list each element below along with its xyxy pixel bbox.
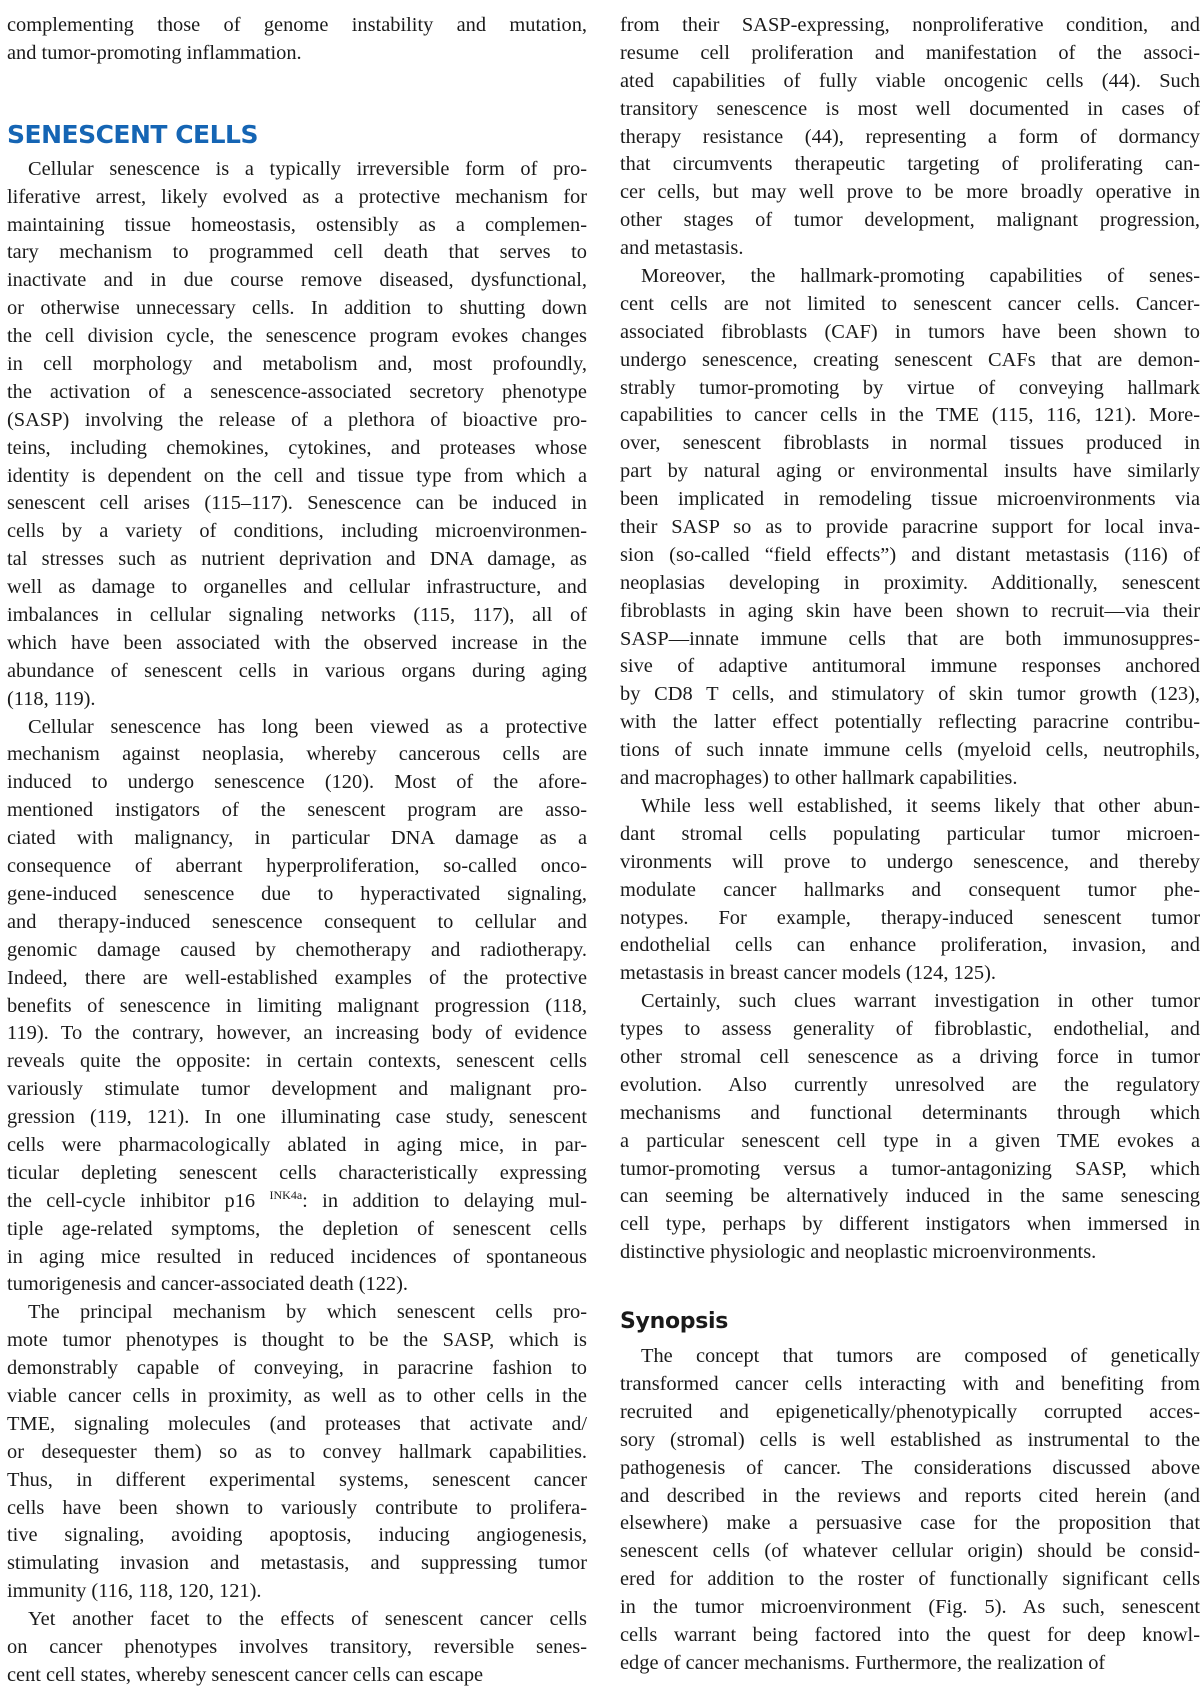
subsection-heading-synopsis: Synopsis [620, 1309, 729, 1335]
text-line: resume cell proliferation and manifestation of the associ- [620, 41, 1200, 64]
text-line: the activation of a senescence-associated secretory phenotype [7, 380, 587, 403]
paragraph [7, 12, 587, 68]
text-line: tions of such innate immune cells (myeloid cells, neutrophils, [620, 739, 1200, 762]
text-line: Certainly, such clues warrant investigation in other tumor [641, 990, 1200, 1013]
text-line: The principal mechanism by which senescent cells pro- [28, 1301, 587, 1324]
text-line: abundance of senescent cells in various organs during aging [7, 659, 587, 682]
text-fragment: the cell-cycle inhibitor p16 [7, 1189, 270, 1212]
text-line: associated fibroblasts (CAF) in tumors have been shown to [620, 320, 1200, 343]
text-line: inactivate and in due course remove diseased, dysfunctional, [7, 269, 587, 292]
text-line: types to assess generality of fibroblastic, endothelial, and [620, 1018, 1200, 1041]
text-line: fibroblasts in aging skin have been shown to recruit—via their [620, 599, 1200, 622]
text-line: vironments will prove to undergo senescence, and thereby [620, 850, 1200, 873]
paragraph [7, 156, 587, 714]
text-line: the cell division cycle, the senescence program evokes changes [7, 325, 587, 348]
text-line: that circumvents therapeutic targeting of proliferating can- [620, 153, 1200, 176]
text-line: ciated with malignancy, in particular DNA damage as a [7, 827, 587, 850]
text-line: cells have been shown to variously contribute to prolifera- [7, 1496, 587, 1519]
text-line: The concept that tumors are composed of genetically [641, 1345, 1200, 1368]
left-body-text [7, 156, 587, 1690]
text-line: Yet another facet to the effects of senescent cancer cells [28, 1608, 587, 1631]
text-line: While less well established, it seems likely that other abun- [641, 794, 1200, 817]
text-line: liferative arrest, likely evolved as a protective mechanism for [7, 185, 587, 208]
text-line: SASP—innate immune cells that are both immunosuppres- [620, 627, 1200, 650]
text-line: mote tumor phenotypes is thought to be the SASP, which is [7, 1329, 587, 1352]
text-line: reveals quite the opposite: in certain contexts, senescent cells [7, 1050, 587, 1073]
text-line: genomic damage caused by chemotherapy and radiotherapy. [7, 938, 587, 961]
superscript-gene-name: INK4a [269, 1187, 303, 1202]
text-line: in cell morphology and metabolism and, most profoundly, [7, 353, 587, 376]
text-line: (118, 119). [7, 687, 96, 710]
text-line: teins, including chemokines, cytokines, and proteases whose [7, 436, 587, 459]
text-line: Cellular senescence has long been viewed as a protective [28, 715, 587, 738]
text-line: sory (stromal) cells is well established as instrumental to the [620, 1428, 1200, 1451]
text-line: mechanisms and functional determinants through which [620, 1101, 1200, 1124]
text-line: ated capabilities of fully viable oncogenic cells (44). Such [620, 69, 1200, 92]
text-line: over, senescent fibroblasts in normal tissues produced in [620, 432, 1200, 455]
paragraph [620, 1343, 1200, 1678]
text-line: gene-induced senescence due to hyperactivated signaling, [7, 882, 587, 905]
text-line: and described in the reviews and reports cited herein (and [620, 1484, 1200, 1507]
text-line: on cancer phenotypes involves transitory, reversible senes- [7, 1635, 587, 1658]
text-line: imbalances in cellular signaling networks (115, 117), all of [7, 604, 587, 627]
paragraph [620, 263, 1200, 793]
paragraph [620, 12, 1200, 263]
text-line: Thus, in different experimental systems, senescent cancer [7, 1468, 587, 1491]
text-line: 119). To the contrary, however, an increasing body of evidence [7, 1022, 587, 1045]
text-line: transformed cancer cells interacting with and benefiting from [620, 1372, 1200, 1395]
intro-paragraph [7, 12, 587, 68]
text-line: can seeming be alternatively induced in the same senescing [620, 1185, 1200, 1208]
text-line: by CD8 T cells, and stimulatory of skin tumor growth (123), [620, 683, 1200, 706]
text-line: which have been associated with the observed increase in the [7, 631, 587, 654]
text-line: edge of cancer mechanisms. Furthermore, the realization of [620, 1651, 1106, 1674]
text-line: demonstrably capable of conveying, in paracrine fashion to [7, 1357, 587, 1380]
paragraph [620, 988, 1200, 1267]
text-line: identity is dependent on the cell and tissue type from which a [7, 464, 587, 487]
synopsis-paragraph [620, 1343, 1200, 1678]
text-line: (SASP) involving the release of a plethora of bioactive pro- [7, 408, 587, 431]
paragraph [620, 793, 1200, 988]
text-line: variously stimulate tumor development and malignant pro- [7, 1078, 587, 1101]
text-line: senescent cell arises (115–117). Senescence can be induced in [7, 492, 587, 515]
text-line: cells were pharmacologically ablated in aging mice, in par- [7, 1133, 587, 1156]
text-line: gression (119, 121). In one illuminating case study, senescent [7, 1106, 587, 1129]
text-line: and macrophages) to other hallmark capabilities. [620, 767, 1018, 790]
text-line: evolution. Also currently unresolved are the regulatory [620, 1073, 1200, 1096]
text-line: maintaining tissue homeostasis, ostensibly as a complemen- [7, 213, 587, 236]
text-line: cells by a variety of conditions, including microenvironmen- [7, 520, 587, 543]
text-line: from their SASP-expressing, nonproliferative condition, and [620, 14, 1200, 36]
text-line: or otherwise unnecessary cells. In addition to shutting down [7, 297, 587, 320]
left-column [7, 0, 587, 1690]
text-line: been implicated in remodeling tissue microenvironments via [620, 488, 1200, 511]
text-line: cent cell states, whereby senescent cancer cells can escape [7, 1663, 484, 1686]
text-line: metastasis in breast cancer models (124, 125). [620, 962, 996, 985]
text-line: notypes. For example, therapy-induced senescent tumor [620, 906, 1200, 929]
text-line: tive signaling, avoiding apoptosis, inducing angiogenesis, [7, 1524, 587, 1547]
text-line: modulate cancer hallmarks and consequent tumor phe- [620, 878, 1200, 901]
text-line: tumorigenesis and cancer-associated death (122). [7, 1273, 409, 1296]
text-line: viable cancer cells in proximity, as well as to other cells in the [7, 1384, 587, 1407]
right-column [620, 0, 1200, 1678]
text-line: well as damage to organelles and cellular infrastructure, and [7, 576, 587, 599]
text-line: neoplasias developing in proximity. Additionally, senescent [620, 571, 1200, 594]
text-line: elsewhere) make a persuasive case for the proposition that [620, 1512, 1200, 1535]
text-line: sion (so-called “field effects”) and distant metastasis (116) of [620, 543, 1200, 566]
text-line: consequence of aberrant hyperproliferation, so-called onco- [7, 855, 587, 878]
text-line: undergo senescence, creating senescent CAFs that are demon- [620, 348, 1200, 371]
text-line: Moreover, the hallmark-promoting capabilities of senes- [641, 265, 1200, 288]
text-line: and metastasis. [620, 237, 744, 260]
text-line: recruited and epigenetically/phenotypically corrupted acces- [620, 1400, 1200, 1423]
text-fragment: : in addition to delaying mul- [302, 1189, 587, 1212]
text-line: therapy resistance (44), representing a form of dormancy [620, 125, 1200, 148]
text-line: and tumor-promoting inflammation. [7, 41, 302, 64]
text-line: immunity (116, 118, 120, 121). [7, 1580, 262, 1603]
text-line: strably tumor-promoting by virtue of conveying hallmark [620, 376, 1200, 399]
text-line: stimulating invasion and metastasis, and suppressing tumor [7, 1552, 587, 1575]
text-line: transitory senescence is most well documented in cases of [620, 97, 1200, 120]
text-line-with-superscript [7, 1188, 587, 1216]
text-line: in the tumor microenvironment (Fig. 5). As such, senescent [620, 1596, 1200, 1619]
text-line: other stages of tumor development, malignant progression, [620, 209, 1200, 232]
text-line: or desequester them) so as to convey hallmark capabilities. [7, 1440, 587, 1463]
text-line: mechanism against neoplasia, whereby cancerous cells are [7, 743, 587, 766]
text-line: cells warrant being factored into the quest for deep knowl- [620, 1623, 1200, 1646]
text-line: ticular depleting senescent cells characteristically expressing [7, 1161, 587, 1184]
text-line: endothelial cells can enhance proliferation, invasion, and [620, 934, 1200, 957]
text-line: part by natural aging or environmental insults have similarly [620, 460, 1200, 483]
text-line: benefits of senescence in limiting malignant progression (118, [7, 994, 587, 1017]
paragraph [7, 714, 587, 1300]
text-line: capabilities to cancer cells in the TME (115, 116, 121). More- [620, 404, 1200, 427]
text-line: Indeed, there are well-established examples of the protective [7, 966, 587, 989]
text-line: in aging mice resulted in reduced incidences of spontaneous [7, 1245, 587, 1268]
text-line: a particular senescent cell type in a given TME evokes a [620, 1129, 1200, 1152]
text-line: distinctive physiologic and neoplastic microenvironments. [620, 1241, 1097, 1264]
text-line: senescent cells (of whatever cellular origin) should be consid- [620, 1540, 1200, 1563]
text-line: induced to undergo senescence (120). Most of the afore- [7, 771, 587, 794]
right-body-text [620, 12, 1200, 1267]
text-line: and therapy-induced senescence consequent to cellular and [7, 910, 587, 933]
section-heading-senescent-cells: SENESCENT CELLS [7, 119, 258, 149]
text-line: tal stresses such as nutrient deprivation and DNA damage, as [7, 548, 587, 571]
text-line: complementing those of genome instability and mutation, [7, 14, 587, 36]
text-line: Cellular senescence is a typically irreversible form of pro- [28, 157, 587, 180]
text-line: mentioned instigators of the senescent program are asso- [7, 799, 587, 822]
text-line: dant stromal cells populating particular tumor microen- [620, 822, 1200, 845]
text-line: other stromal cell senescence as a driving force in tumor [620, 1045, 1200, 1068]
text-line: TME, signaling molecules (and proteases that activate and/ [7, 1412, 587, 1435]
text-line: pathogenesis of cancer. The considerations discussed above [620, 1456, 1200, 1479]
paragraph [7, 1299, 587, 1606]
text-line: cer cells, but may well prove to be more broadly operative in [620, 181, 1200, 204]
text-line: cell type, perhaps by different instigators when immersed in [620, 1213, 1200, 1236]
text-line: tumor-promoting versus a tumor-antagonizing SASP, which [620, 1157, 1200, 1180]
text-line: sive of adaptive antitumoral immune responses anchored [620, 655, 1200, 678]
paragraph [7, 1606, 587, 1690]
text-line: tiple age-related symptoms, the depletion of senescent cells [7, 1217, 587, 1240]
text-line: their SASP so as to provide paracrine support for local inva- [620, 516, 1200, 539]
text-line: with the latter effect potentially reflecting paracrine contribu- [620, 711, 1200, 734]
text-line: tary mechanism to programmed cell death that serves to [7, 241, 587, 264]
text-line: ered for addition to the roster of functionally significant cells [620, 1568, 1200, 1591]
text-line: cent cells are not limited to senescent cancer cells. Cancer- [620, 292, 1200, 315]
